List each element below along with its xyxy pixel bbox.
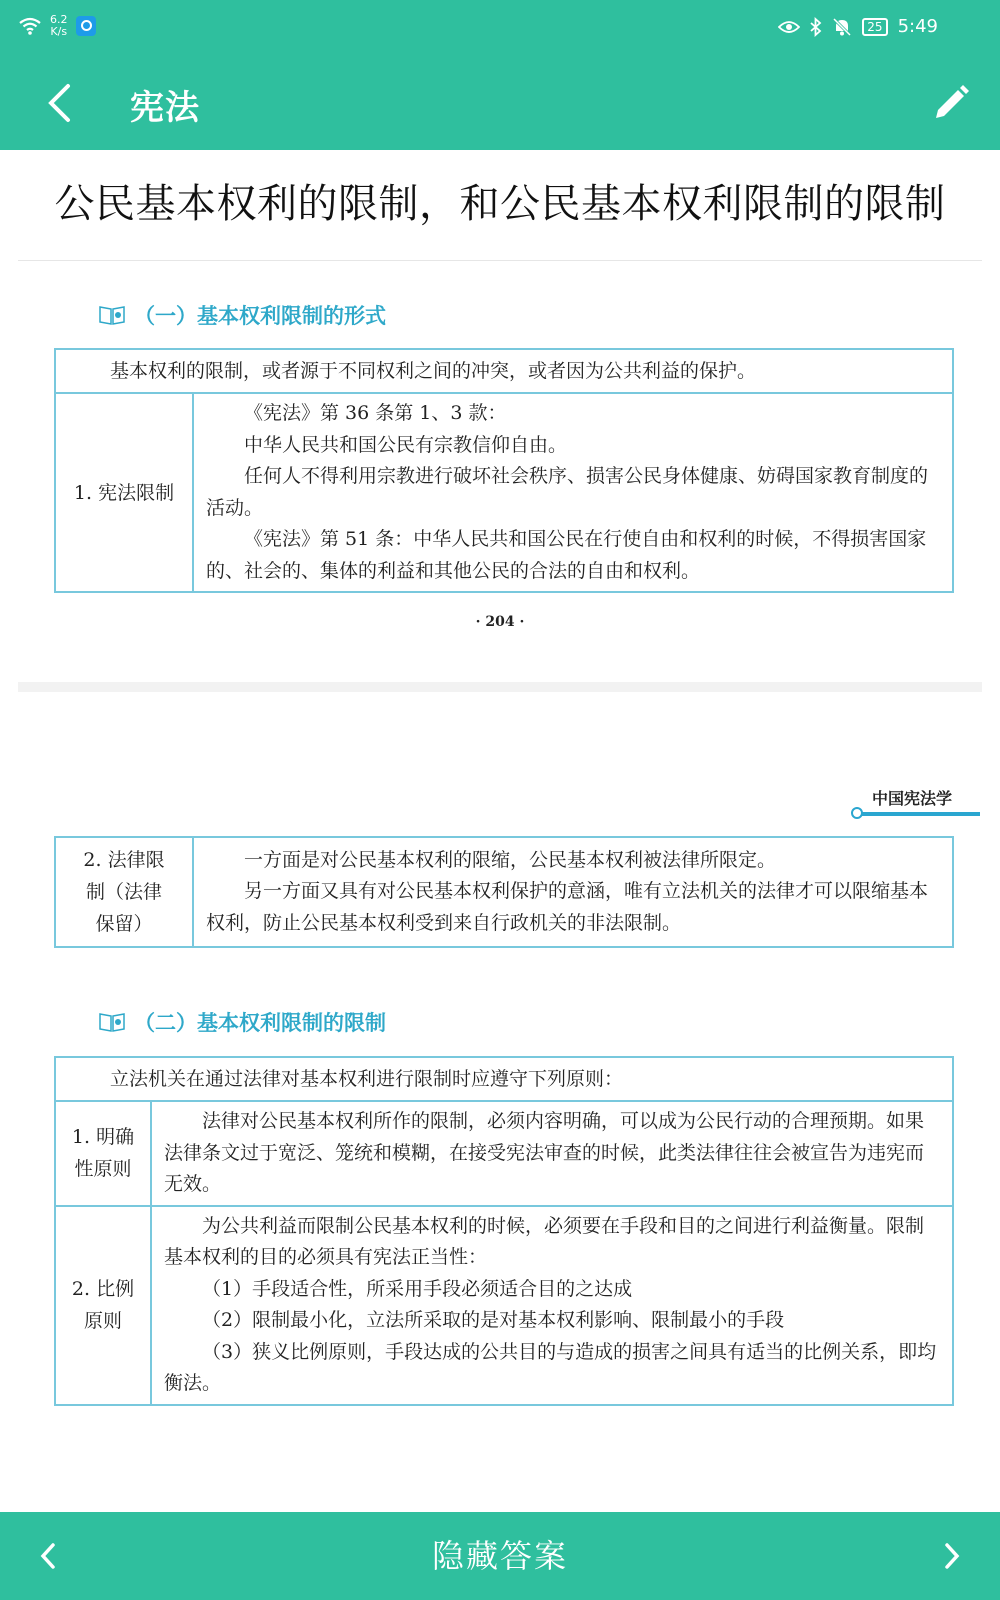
paragraph: 一方面是对公民基本权利的限缩，公民基本权利被法律所限定。: [244, 848, 777, 871]
row-content: [193, 393, 953, 592]
law-limit-table: [54, 836, 954, 948]
label-line: 2. 比例: [71, 1278, 135, 1300]
row-label: [55, 837, 193, 947]
table-row: [55, 1206, 953, 1405]
table-row: [55, 1101, 953, 1206]
row-content: [151, 1101, 953, 1206]
net-speed-unit: K/s: [50, 25, 68, 38]
section-title-1-text: （一）基本权利限制的形式: [134, 304, 386, 328]
prev-question-button[interactable]: [24, 1532, 72, 1580]
paragraph: 《宪法》第 36 条第 1、3 款：: [244, 402, 507, 424]
label-line: 1. 明确: [71, 1126, 135, 1149]
paragraph: 法律对公民基本权利所作的限制，必须内容明确，可以成为公民行动的合理预期。如果法律条文过于宽泛、笼统和模糊，在接受宪法审查的时候，此类法律往往会被宣告为违宪而无效。: [164, 1110, 925, 1195]
paragraph: 任何人不得利用宗教进行破坏社会秩序、损害公民身体健康、妨碍国家教育制度的活动。: [206, 465, 929, 519]
bell-off-icon: [832, 17, 852, 37]
status-left: [18, 14, 96, 38]
paragraph: 为公共利益而限制公民基本权利的时候，必须要在手段和目的之间进行利益衡量。限制基本权利的目的必须具有宪法正当性：: [164, 1214, 925, 1268]
chevron-left-icon: [39, 1542, 57, 1570]
content-area[interactable]: [0, 150, 1000, 1512]
page-number: · 204 ·: [475, 614, 525, 630]
table-intro: 基本权利的限制，或者源于不同权利之间的冲突，或者因为公共利益的保护。: [55, 349, 953, 393]
edit-button[interactable]: [924, 76, 978, 130]
divider: [18, 260, 982, 261]
app-bar: [0, 0, 1000, 150]
net-speed-value: 6.2: [50, 13, 68, 26]
label-line: 制（法律: [85, 881, 162, 903]
hide-answer-button[interactable]: 隐藏答案: [431, 1537, 568, 1575]
status-time: 5:49: [897, 16, 938, 37]
section-title-2: [98, 1007, 386, 1037]
table-row: [55, 393, 953, 592]
paragraph: 另一方面又具有对公民基本权利保护的意涵，唯有立法机关的法律才可以限缩基本权利，防止公民基本权利受到来自行政机关的非法限制。: [206, 880, 929, 934]
table-row: [55, 349, 953, 393]
net-speed: [50, 14, 68, 38]
row-label: [55, 1206, 151, 1405]
battery-icon: 25: [862, 18, 887, 36]
paragraph: 中华人民共和国公民有宗教信仰自由。: [244, 433, 568, 456]
bottom-bar: [0, 1512, 1000, 1600]
label-line: 保留）: [95, 913, 153, 935]
book-icon: [98, 1011, 126, 1033]
status-right: [778, 16, 938, 37]
back-button[interactable]: [34, 78, 84, 128]
wifi-icon: [18, 16, 42, 36]
paragraph: 《宪法》第 51 条：中华人民共和国公民在行使自由和权利的时候，不得损害国家的、社会的、集体的利益和其他公民的合法的自由和权利。: [206, 528, 927, 582]
book-header-rule: [852, 812, 980, 816]
row-content: [151, 1206, 953, 1405]
row-label: 1. 宪法限制: [55, 393, 193, 592]
table-row: [55, 1057, 953, 1101]
section-title-1: [98, 300, 386, 330]
row-content: [193, 837, 953, 947]
row-label: [55, 1101, 151, 1206]
nav-bar: [0, 64, 1000, 144]
paragraph: （3）狭义比例原则，手段达成的公共目的与造成的损害之间具有适当的比例关系，即均衡法。: [164, 1340, 937, 1394]
page-gap: [18, 682, 982, 692]
search-app-icon: [76, 16, 96, 36]
label-line: 2. 法律限: [83, 849, 165, 871]
table-intro: 立法机关在通过法律对基本权利进行限制时应遵守下列原则：: [55, 1057, 953, 1101]
chevron-right-icon: [943, 1542, 961, 1570]
chevron-left-icon: [46, 83, 72, 123]
eye-icon: [778, 19, 800, 35]
book-header: 中国宪法学: [871, 789, 952, 808]
table-row: [55, 837, 953, 947]
pencil-icon: [932, 84, 970, 122]
paragraph: （1）手段适合性，所采用手段必须适合目的之达成: [202, 1277, 633, 1300]
next-question-button[interactable]: [928, 1532, 976, 1580]
question-title: 公民基本权利的限制，和公民基本权利限制的限制: [54, 181, 946, 227]
page-title: 宪法: [130, 88, 200, 128]
book-icon: [98, 304, 126, 326]
label-line: 原则: [83, 1310, 122, 1332]
paragraph: （2）限制最小化，立法所采取的是对基本权利影响、限制最小的手段: [202, 1309, 785, 1331]
book-header-dot: [851, 807, 863, 819]
bluetooth-icon: [810, 17, 822, 37]
label-line: 性原则: [74, 1158, 132, 1181]
limit-form-table: [54, 348, 954, 593]
limit-principle-table: [54, 1056, 954, 1406]
section-title-2-text: （二）基本权利限制的限制: [134, 1011, 386, 1035]
status-bar: [0, 0, 1000, 56]
